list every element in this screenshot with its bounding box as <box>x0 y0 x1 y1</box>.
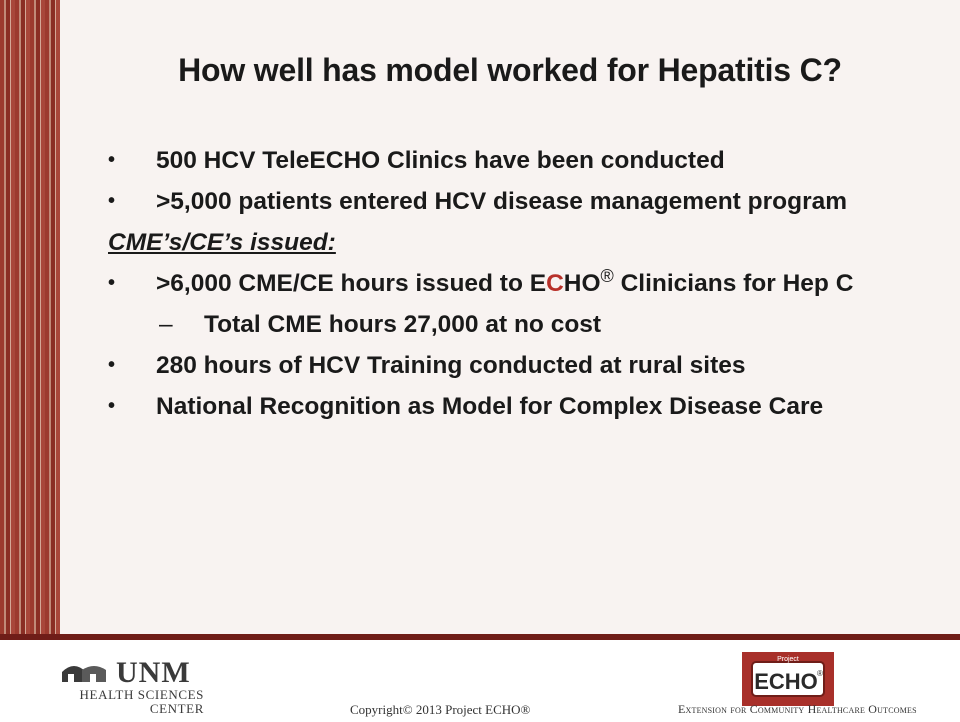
bullet-item <box>108 386 908 427</box>
bullet-item <box>108 345 908 386</box>
copyright-notice: Copyright© 2013 Project ECHO® <box>350 702 531 717</box>
decorative-stripes <box>0 0 60 634</box>
echo-logo-text: ECHO <box>754 669 818 694</box>
bullet-text-post: Clinicians for Hep C <box>613 270 854 297</box>
bullet-text-pre: >6,000 CME/CE hours issued to E <box>156 270 547 297</box>
bullet-text: National Recognition as Model for Complex Disease Care <box>156 393 824 420</box>
hsc-wordmark <box>64 688 204 716</box>
hsc-line-1: HEALTH SCIENCES <box>79 687 204 702</box>
footer <box>0 634 960 720</box>
hsc-line-2: CENTER <box>149 701 204 716</box>
cme-heading: CME’s/CE’s issued: <box>108 229 336 256</box>
bullet-icon: • <box>108 272 116 294</box>
unm-wordmark: UNM <box>116 656 191 689</box>
bullet-icon: • <box>108 354 116 376</box>
echo-project-label: Project <box>777 656 799 663</box>
sub-bullet-text: Total CME hours 27,000 at no cost <box>204 311 602 338</box>
bullet-icon: • <box>108 149 116 171</box>
slide-content <box>108 140 908 427</box>
bullet-item <box>108 140 908 181</box>
slide-title: How well has model worked for Hepatitis C? <box>178 52 842 88</box>
bullet-item <box>108 181 908 222</box>
unm-emblem-icon <box>60 660 108 684</box>
bullet-icon: • <box>108 395 116 417</box>
registered-mark: ® <box>600 265 614 286</box>
bullet-text-ho: HO <box>563 270 601 297</box>
bullet-item <box>108 263 908 304</box>
echo-logo-graphic <box>742 652 834 706</box>
extension-tagline: Extension for Community Healthcare Outcomes <box>678 702 917 716</box>
project-echo-logo <box>742 652 834 706</box>
unm-logo <box>56 648 256 722</box>
bullet-icon: • <box>108 190 116 212</box>
bullet-text: >5,000 patients entered HCV disease management program <box>156 188 848 215</box>
echo-c-highlight: C <box>546 270 564 297</box>
echo-logo-reg: ® <box>817 669 823 678</box>
bullet-text: 500 HCV TeleECHO Clinics have been conducted <box>156 147 725 174</box>
bullet-text: 280 hours of HCV Training conducted at rural sites <box>156 352 746 379</box>
dash-icon: – <box>159 311 173 338</box>
sub-bullet-item <box>108 304 908 345</box>
